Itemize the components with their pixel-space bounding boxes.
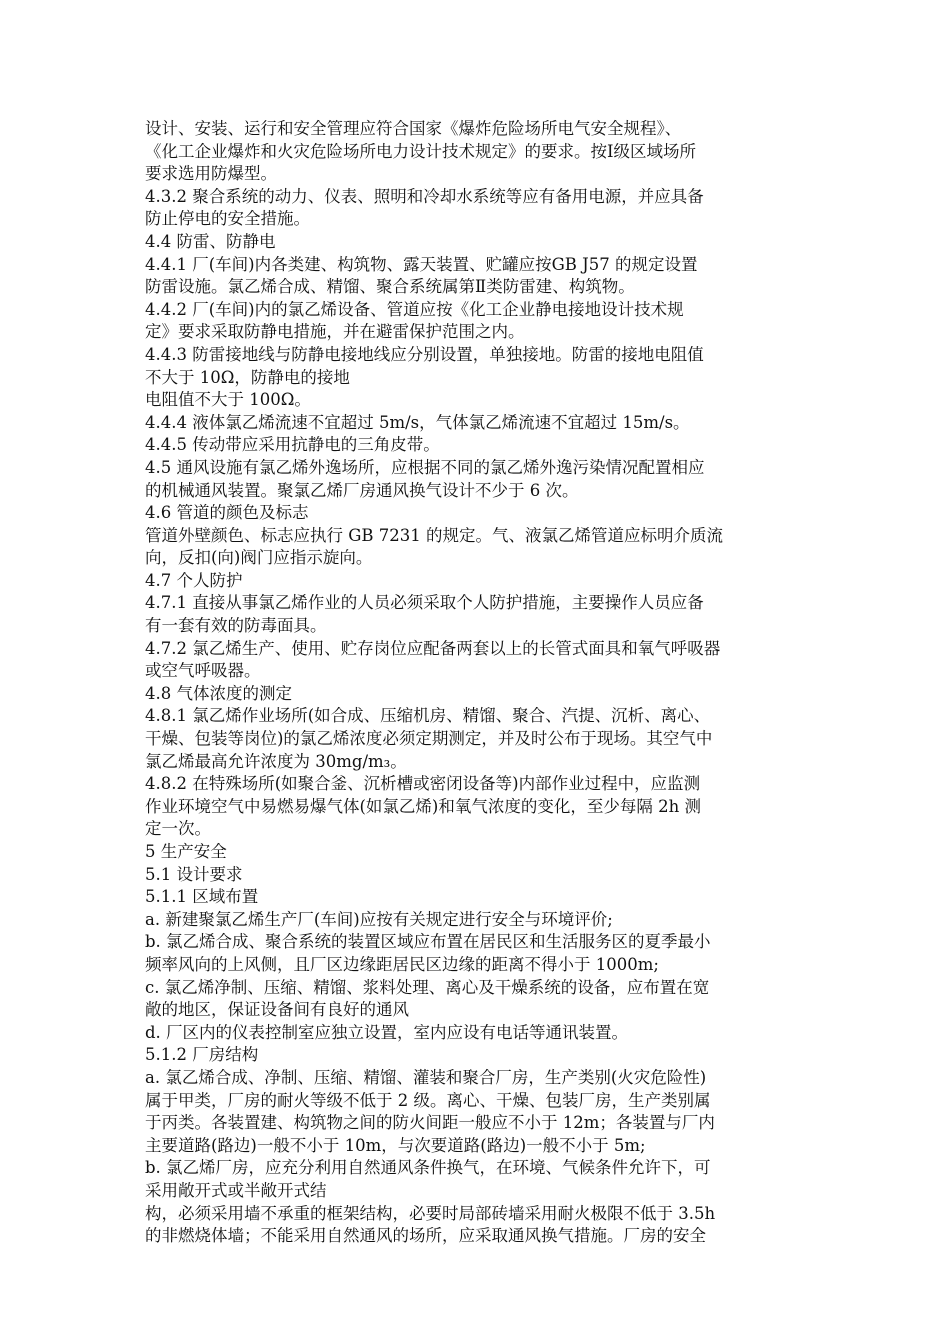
text-line: 4.8.1 氯乙烯作业场所(如合成、压缩机房、精馏、聚合、汽提、沉析、离心、 [145,706,711,726]
text-line: 4.4.4 液体氯乙烯流速不宜超过 5m/s，气体氯乙烯流速不宜超过 15m/s。 [145,412,690,432]
text-line: 防雷设施。氯乙烯合成、精馏、聚合系统属第Ⅱ类防雷建、构筑物。 [145,277,635,297]
text-line: 设计、安装、运行和安全管理应符合国家《爆炸危险场所电气安全规程》、 [145,119,682,138]
text-line: 有一套有效的防毒面具。 [145,616,327,636]
list-item: b. 氯乙烯合成、聚合系统的装置区域应布置在居民区和生活服务区的夏季最小 [145,932,711,952]
text-line: 频率风向的上风侧，且厂区边缘距居民区边缘的距离不得小于 1000m; [145,954,659,974]
list-item: a. 氯乙烯合成、净制、压缩、精馏、灌装和聚合厂房，生产类别(火灾危险性) [145,1067,707,1087]
text-line: 4.4.5 传动带应采用抗静电的三角皮带。 [145,435,440,455]
list-item: c. 氯乙烯净制、压缩、精馏、浆料处理、离心及干燥系统的设备，应布置在宽 [145,977,710,997]
text-line: 定》要求采取防静电措施，并在避雷保护范围之内。 [145,322,525,342]
text-line: 《化工企业爆炸和火灾危险场所电力设计技术规定》的要求。按Ⅰ级区域场所 [145,141,697,161]
text-line: 防止停电的安全措施。 [145,209,310,229]
list-item: d. 厂区内的仪表控制室应独立设置，室内应设有电话等通讯装置。 [145,1022,629,1042]
section-heading: 4.6 管道的颜色及标志 [145,503,309,523]
section-heading: 4.8 气体浓度的测定 [145,683,292,703]
section-heading: 4.4 防雷、防静电 [145,231,276,251]
list-item: a. 新建聚氯乙烯生产厂(车间)应按有关规定进行安全与环境评价; [145,909,613,929]
text-line: 采用敞开式或半敞开式结 [145,1180,327,1200]
section-heading: 4.7 个人防护 [145,570,243,590]
text-line: 的非燃烧体墙；不能采用自然通风的场所，应采取通风换气措施。厂房的安全 [145,1226,706,1246]
text-line: 构，必须采用墙不承重的框架结构，必要时局部砖墙采用耐火极限不低于 3.5h [145,1203,716,1223]
text-line: 4.4.2 厂(车间)内的氯乙烯设备、管道应按《化工企业静电接地设计技术规 [145,299,684,319]
section-heading: 5.1.2 厂房结构 [145,1045,259,1065]
text-line: 作业环境空气中易燃易爆气体(如氯乙烯)和氧气浓度的变化，至少每隔 2h 测 [145,796,701,816]
text-line: 或空气呼吸器。 [145,661,261,681]
document-page [145,118,815,1248]
text-line: 4.7.1 直接从事氯乙烯作业的人员必须采取个人防护措施，主要操作人员应备 [145,593,704,613]
section-heading: 5.1 设计要求 [145,864,243,884]
text-line: 4.3.2 聚合系统的动力、仪表、照明和冷却水系统等应有备用电源，并应具备 [145,186,704,206]
text-line: 4.7.2 氯乙烯生产、使用、贮存岗位应配备两套以上的长管式面具和氧气呼吸器 [145,638,721,658]
section-heading: 5 生产安全 [145,842,227,861]
text-line: 主要道路(路边)一般不小于 10m，与次要道路(路边)一般不小于 5m; [145,1135,646,1155]
text-line: 4.5 通风设施有氯乙烯外逸场所，应根据不同的氯乙烯外逸污染情况配置相应 [145,457,705,477]
text-line: 敞的地区，保证设备间有良好的通风 [145,1000,409,1020]
text-line: 4.8.2 在特殊场所(如聚合釜、沉析槽或密闭设备等)内部作业过程中，应监测 [145,774,701,794]
text-line: 于丙类。各装置建、构筑物之间的防火间距一般应不小于 12m；各装置与厂内 [145,1113,715,1133]
text-line: 4.4.3 防雷接地线与防静电接地线应分别设置，单独接地。防雷的接地电阻值 [145,344,704,364]
list-item: b. 氯乙烯厂房，应充分利用自然通风条件换气，在环境、气候条件允许下，可 [145,1158,711,1178]
text-line: 要求选用防爆型。 [145,164,277,184]
text-line: 向，反扣(向)阀门应指示旋向。 [145,548,373,568]
section-heading: 5.1.1 区域布置 [145,887,259,907]
text-line: 干燥、包装等岗位)的氯乙烯浓度必须定期测定，并及时公布于现场。其空气中 [145,729,713,749]
text-line: 氯乙烯最高允许浓度为 30mg/m₃。 [145,751,407,771]
text-line: 电阻值不大于 100Ω。 [145,390,311,410]
text-line: 的机械通风装置。聚氯乙烯厂房通风换气设计不少于 6 次。 [145,480,579,500]
text-line: 定一次。 [145,819,211,839]
text-line: 不大于 10Ω，防静电的接地 [145,367,350,387]
text-line: 管道外壁颜色、标志应执行 GB 7231 的规定。气、液氯乙烯管道应标明介质流 [145,525,724,545]
text-line: 4.4.1 厂(车间)内各类建、构筑物、露天装置、贮罐应按GB J57 的规定设置 [145,254,698,274]
text-line: 属于甲类，厂房的耐火等级不低于 2 级。离心、干燥、包装厂房，生产类别属 [145,1090,711,1110]
